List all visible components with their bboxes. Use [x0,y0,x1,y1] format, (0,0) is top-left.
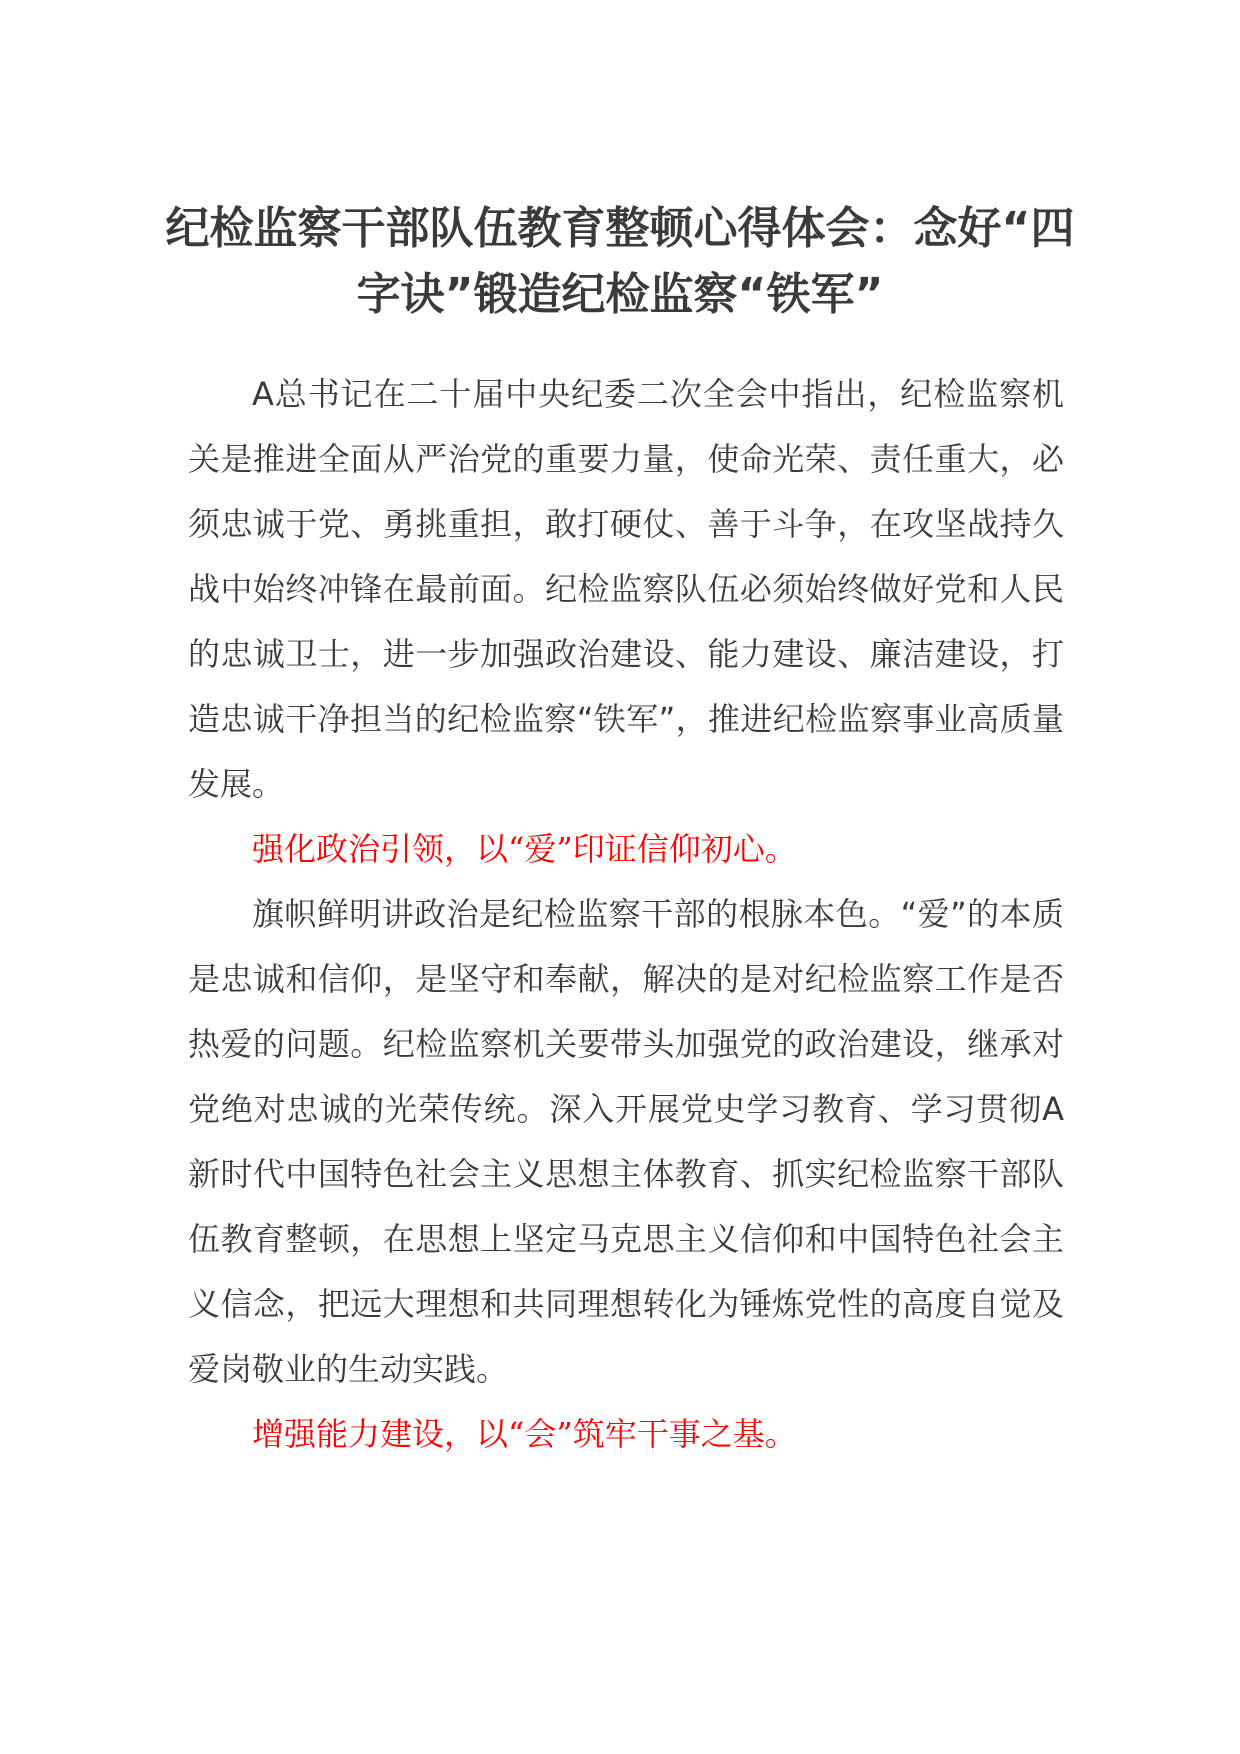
body-paragraph-politics: 旗帜鲜明讲政治是纪检监察干部的根脉本色。“爱”的本质是忠诚和信仰，是坚守和奉献，解决的是对纪检监察工作是否热爱的问题。纪检监察机关要带头加强党的政治建设，继承对党绝对忠诚的光荣传统。深入开展党史学习教育、学习贯彻A新时代中国特色社会主义思想主体教育、抓实纪检监察干部队伍教育整顿，在思想上坚定马克思主义信仰和中国特色社会主义信念，把远大理想和共同理想转化为锤炼党性的高度自觉及爱岗敬业的生动实践。 [188,895,1064,1388]
section-heading-politics: 强化政治引领，以“爱”印证信仰初心。 [252,830,797,868]
section-heading-ability: 增强能力建设，以“会”筑牢干事之基。 [252,1415,797,1453]
body-paragraph-intro: A总书记在二十届中央纪委二次全会中指出，纪检监察机关是推进全面从严治党的重要力量，使命光荣、责任重大，必须忠诚于党、勇挑重担，敢打硬仗、善于斗争，在攻坚战持久战中始终冲锋在最前面。纪检监察队伍必须始终做好党和人民的忠诚卫士，进一步加强政治建设、能力建设、廉洁建设，打造忠诚干净担当的纪检监察“铁军”，推进纪检监察事业高质量发展。 [188,375,1064,803]
document-body [188,362,1064,1467]
document-title: 纪检监察干部队伍教育整顿心得体会：念好“四字诀”锻造纪检监察“铁军” [165,203,1075,320]
